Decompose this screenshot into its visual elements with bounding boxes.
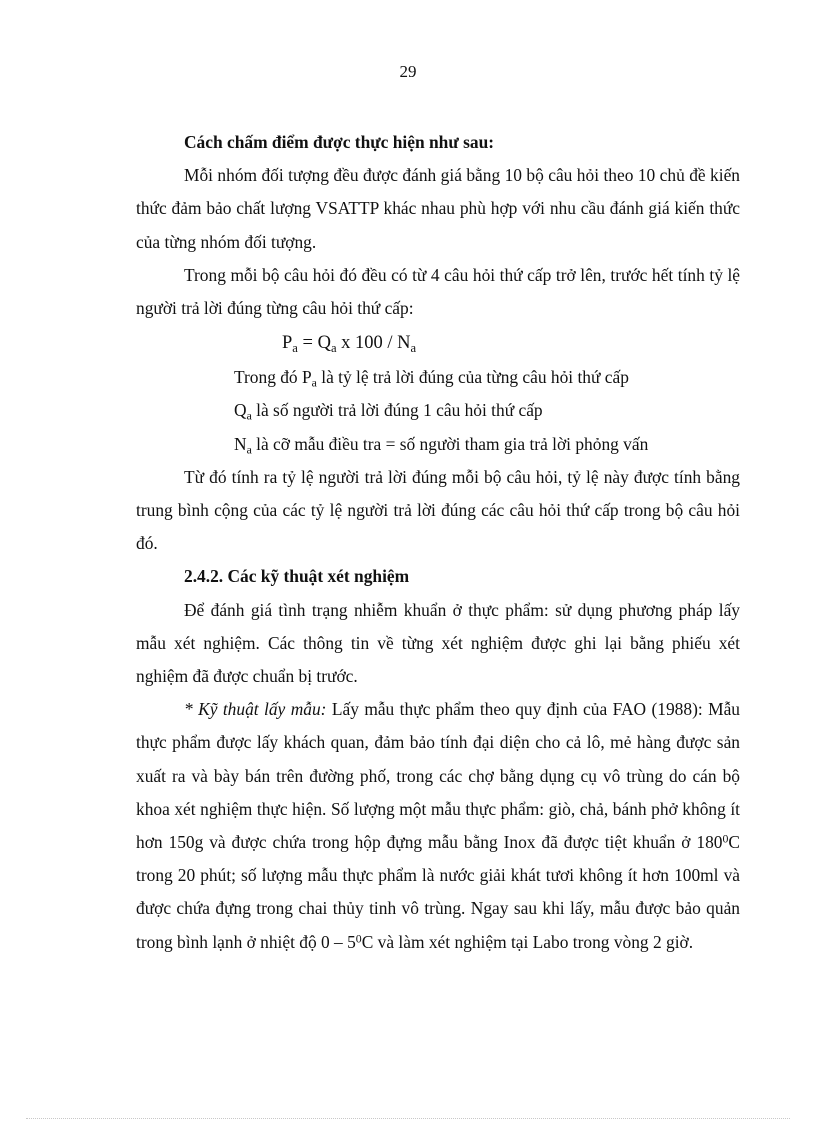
scoring-heading: Cách chấm điểm được thực hiện như sau: [184,132,495,152]
legend-pa-text: là tỷ lệ trả lời đúng của từng câu hỏi thứ cấp [316,367,629,388]
formula-q: Q [317,333,331,354]
legend-qa-text: là số người trả lời đúng 1 câu hỏi thứ cấp [251,400,543,421]
legend-qa [136,394,740,427]
legend-na-symbol: N [234,433,247,454]
legend-na [136,428,740,461]
legend-pa-pre: Trong đó P [234,367,312,388]
sampling-degree-1: 0 [722,831,729,846]
formula-eq: = [297,333,318,354]
legend-na-sub: a [246,442,252,457]
legend-qa-sub: a [246,408,252,423]
sampling-text-3: C và làm xét nghiệm tại Labo trong vòng 2 giờ. [361,931,694,952]
formula-n-sub: a [410,340,417,355]
legend-na-text: là cỡ mẫu điều tra = số người tham gia trả lời phỏng vấn [251,433,649,454]
formula [136,325,740,361]
scoring-paragraph-3: Từ đó tính ra tỷ lệ người trả lời đúng mỗi bộ câu hỏi, tỷ lệ này được tính bằng trung bình cộng của các tỷ lệ người trả lời đúng các câu hỏi thứ cấp trong bộ câu hỏi đó. [136,466,740,554]
section-heading: 2.4.2. Các kỹ thuật xét nghiệm [184,566,410,587]
legend-pa [136,361,740,394]
scoring-paragraph-2: Trong mỗi bộ câu hỏi đó đều có từ 4 câu hỏi thứ cấp trở lên, trước hết tính tỷ lệ người trả lời đúng từng câu hỏi thứ cấp: [136,264,740,319]
sampling-text-2: C trong 20 phút; số lượng mẫu thực phẩm là nước giải khát tươi không ít hơn 100ml và được chứa đựng trong chai thủy tinh vô trùng. Ngay sau khi lấy, mẫu được bảo quản trong bình lạnh ở nhiệt độ 0 – 5 [136,832,740,952]
legend-qa-symbol: Q [234,400,247,421]
document-body [136,126,740,959]
formula-lhs: P [282,333,293,354]
formula-mid: x 100 / N [336,333,411,354]
sampling-paragraph [136,693,740,959]
page-bottom-rule [26,1118,790,1119]
scoring-paragraph-1: Mỗi nhóm đối tượng đều được đánh giá bằng 10 bộ câu hỏi theo 10 chủ đề kiến thức đảm bảo chất lượng VSATTP khác nhau phù hợp với nhu cầu đánh giá kiến thức của từng nhóm đối tượng. [136,165,740,252]
sampling-degree-2: 0 [355,931,362,946]
section-paragraph-1: Để đánh giá tình trạng nhiễm khuẩn ở thực phẩm: sử dụng phương pháp lấy mẫu xét nghiệm. Các thông tin về từng xét nghiệm được ghi lại bằng phiếu xét nghiệm đã được chuẩn bị trước. [136,599,740,687]
sampling-text-1: Lấy mẫu thực phẩm theo quy định của FAO (1988): Mẫu thực phẩm được lấy khách quan, đảm bảo tính đại diện cho cả lô, mẻ hàng được sản xuất ra và bày bán trên đường phố, trong các chợ bằng dụng cụ vô trùng do cán bộ khoa xét nghiệm thực hiện. Số lượng một mẫu thực phẩm: giò, chả, bánh phở không ít hơn 150g và được chứa trong hộp đựng mẫu bằng Inox đã được tiệt khuẩn ở 180 [136,699,740,853]
page-number: 29 [399,62,417,81]
formula-q-sub: a [330,340,337,355]
sampling-label: * Kỹ thuật lấy mẫu: [184,699,327,720]
legend-pa-sub: a [311,375,317,390]
formula-lhs-sub: a [292,340,298,355]
